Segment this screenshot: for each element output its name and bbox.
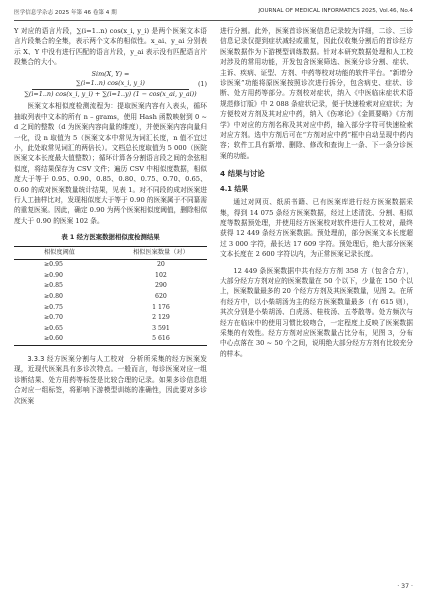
count-cell: 2 129 bbox=[152, 314, 170, 322]
table-row bbox=[14, 303, 207, 314]
table-row bbox=[14, 292, 207, 303]
count-cell: 20 bbox=[156, 261, 165, 269]
paragraph-software-tools: 进行分割。此外，医案首诊医案信息记录较为详细，二诊、三诊信息记录仅提到症状减轻或重复，因此仅收集分割后的首诊经方医案数据作为下游模型训练数据。针对本研究数据处理和人工校对涉及的常用功能，开发包含医案筛选、医案分诊分割、症状、主诉、疾病、证型、方剂、中药等校对功能的软件平台。“新增分诊医案”功能将原医案按照诊次进行拆分，包含病史、症状、诊断、处方用药等部分。方剂校对症状，纳入《中医临床症状术语规范修订版》中 2 088 条症状记录，便于快速检索对应症状；为方便校对方剂及其对应中药，纳入《伤寒论》《金匮要略》《方剂学》中对应的方剂名称及其对应中药，输入部分字符可快速检索对应方剂。选中方剂后可在“方剂对应中药”框中自动呈现中药内容；软件工具有新增、删除、修改和查询上一条、下一条分诊医案的功能。 bbox=[220, 27, 413, 160]
running-header bbox=[14, 6, 413, 21]
paragraph-case-segmentation bbox=[14, 354, 207, 406]
formula-number: (1) bbox=[197, 79, 207, 88]
subsection-text-333: 分析所采集的经方医案发现，近现代医案具有多诊次特点。一般而言，每诊医案对应一组诊断结果、处方用药等标签是比较合理的记录。如果多诊信息组合对应一组标签，将影响下游模型训练的准确性，因此要对多诊次医案 bbox=[14, 355, 207, 405]
table-row bbox=[14, 260, 207, 271]
table-row bbox=[14, 313, 207, 324]
subsection-heading-333: 3.3.3 经方医案分割与人工校对 bbox=[27, 355, 125, 364]
count-cell: 290 bbox=[155, 282, 167, 290]
threshold-cell: ≥0.95 bbox=[44, 261, 63, 269]
formula-lhs: Sim(X, Y) = bbox=[91, 69, 130, 78]
threshold-cell: ≥0.60 bbox=[14, 334, 115, 345]
section-heading-results: 4 结果与讨论 bbox=[220, 169, 265, 179]
left-column bbox=[14, 26, 207, 406]
table-row bbox=[14, 281, 207, 292]
count-cell: 3 591 bbox=[152, 324, 170, 332]
table-header-count: 相似医案数量（对） bbox=[115, 246, 207, 260]
threshold-cell: ≥0.65 bbox=[44, 324, 63, 332]
formula-numerator: ∑(i=1..n) cos(x_i, y_i) bbox=[76, 79, 145, 88]
paragraph-prescription-stats: 12 449 条医案数据中共有经方方剂 358 方（包含合方），大部分经方方剂对应的医案数量在 50 个以下，少量在 150 个以上，医案数量最多的 20 个经方方剂及其医案数量，见图 2。在所有经方中，以小柴胡汤为主的经方医案数量最多（有 615 则），其次分别是小柴胡汤、白虎汤、桂枝汤、五苓散等。处方频次与经方在临床中的使用习惯比较吻合，一定程度上反映了医案数据采集的有效性。经方方剂对应医案数量占比分布，见图 3，分布中心点落在 30 ~ 50 个之间，说明绝大部分经方方剂有比较充分的样本。 bbox=[220, 266, 414, 358]
table-caption: 表 1 经方医案数据相似度检测结果 bbox=[61, 233, 160, 242]
threshold-cell: ≥0.70 bbox=[44, 314, 63, 322]
table-row bbox=[14, 334, 207, 345]
right-column bbox=[220, 26, 413, 359]
threshold-cell: ≥0.80 bbox=[44, 293, 63, 301]
threshold-cell: ≥0.85 bbox=[44, 282, 63, 290]
similarity-formula bbox=[14, 70, 207, 100]
threshold-cell: ≥0.75 bbox=[44, 303, 63, 311]
subsection-heading-41: 4.1 结果 bbox=[220, 184, 249, 193]
count-cell: 1 176 bbox=[152, 303, 170, 311]
table-row bbox=[14, 271, 207, 282]
paragraph-formula-intro: Y 对应的语言片段，∑(i=1..n) cos(x_i, y_i) 是两个医案文本语言片段集合的全集，表示两个文本的相似性。x_ai、y_ai 分别表示 X、Y 中没有进行匹配的语言片段，y_ai 表示没有匹配语言片段集合的大小。 bbox=[14, 27, 207, 67]
journal-title-en: JOURNAL OF MEDICAL INFORMATICS 2025, Vol.46, No.4 bbox=[258, 8, 413, 14]
count-cell: 102 bbox=[155, 271, 167, 279]
table-row bbox=[14, 324, 207, 335]
formula-denominator: ∑(i=1..n) cos(x_i, y_i) + ∑(i=1..y) (1 − cos(x_ai, y_ai)) bbox=[24, 89, 197, 98]
similarity-table bbox=[14, 246, 207, 346]
paragraph-similarity-process: 医案文本相似度检测流程为：提取医案内容有入表头，循环抽取列表中文本的所有 n – grams，使用 Hash 函数映射到 0 ~ d 之间的整数（d 为医案内容向量的维度），并使医案内容向量归一化，设 n 取值为 5（医案文本中常见为词汇长度，n 值不宜过小，此处取常见词汇的两倍长）。文档总长度取值为 5 000（医院医案文本长度最大值整数）；循环计算各分割语言段之间的余弦相似度，将结果保存为 CSV 文件；遍历 CSV 中相似度数据，相似度大于等于 0.95、0.90、0.85、0.80、0.75、0.70、0.65、0.60 的成对医案数量统计结果，见表 1。对不同段的成对医案进行人工抽样比对，发现相似度大于等于 0.90 的医案属于不同纂需的重复医案。因此，确定 0.90 为两个医案相似度阈值，删除相似度大于 0.90 的医案 102 条。 bbox=[14, 102, 208, 225]
count-cell: 620 bbox=[155, 293, 167, 301]
paragraph-data-collection: 通过对网页、纸质书籍、已有医案库进行经方医案数据采集，得到 14 075 条经方医案数据，经过上述清洗、分割、相似度等数据预处理，并使用经方医案校对软件进行人工校对，最终获得 12 449 条经方医案数据。预处理前，部分医案文本长度超过 3 000 字符，最长达 17 609 字符。预处理后，绝大部分医案文本长度在 2 600 字符以内，为正常医案记录长度。 bbox=[220, 198, 413, 259]
table-header-threshold: 相似度阈值 bbox=[14, 246, 115, 260]
threshold-cell: ≥0.90 bbox=[44, 271, 63, 279]
count-cell: 5 616 bbox=[115, 334, 207, 345]
journal-title-cn: 医学信息学杂志 2025 年第 46 卷第 4 期 bbox=[14, 10, 117, 16]
page-number: · 37 · bbox=[397, 583, 413, 590]
